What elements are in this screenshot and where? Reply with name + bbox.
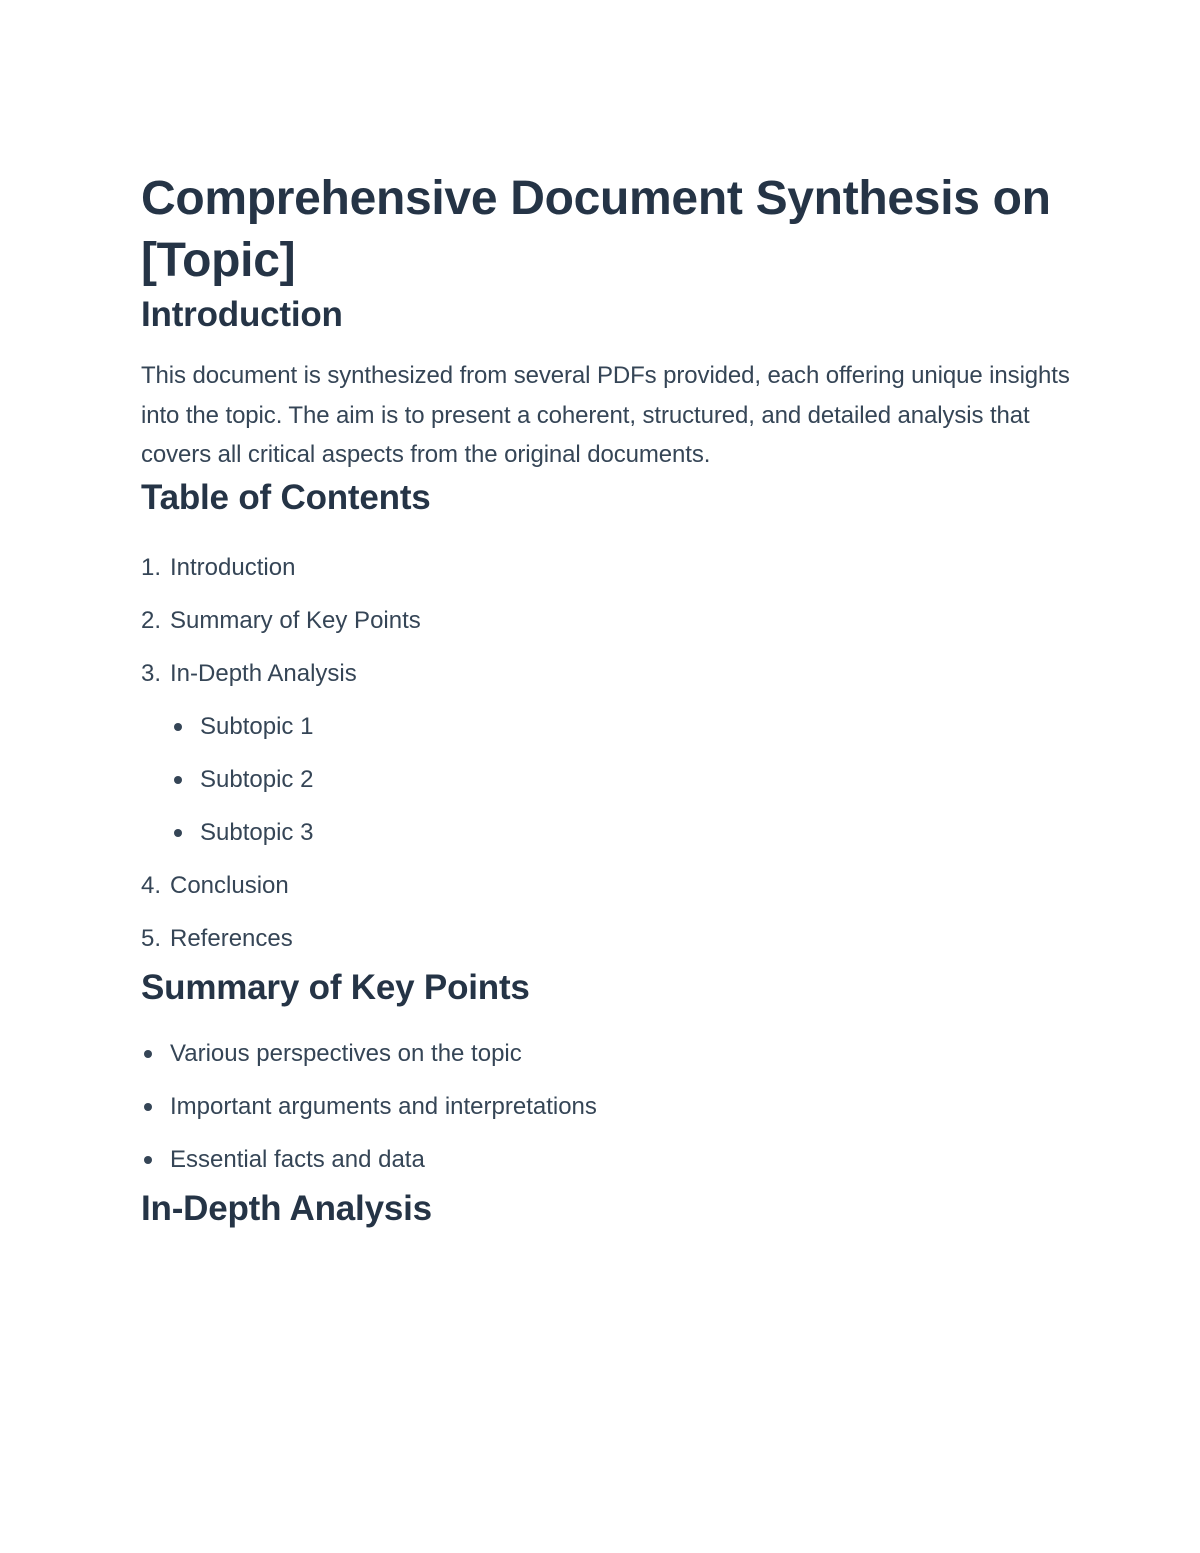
table-of-contents-heading: Table of Contents — [141, 477, 431, 517]
summary-item-label: Important arguments and interpretations — [170, 1092, 597, 1120]
summary-item — [141, 1080, 1071, 1133]
toc-item-number: 2. — [141, 606, 162, 634]
analysis-heading: In-Depth Analysis — [141, 1188, 432, 1228]
toc-item-references — [141, 912, 1071, 965]
toc-item-number: 1. — [141, 553, 162, 581]
bullet-icon — [174, 723, 182, 731]
toc-item-number: 5. — [141, 924, 162, 952]
document-title: Comprehensive Document Synthesis on [Topic] — [141, 172, 1051, 287]
bullet-icon — [174, 829, 182, 837]
toc-item-number: 4. — [141, 871, 162, 899]
introduction-heading: Introduction — [141, 295, 343, 334]
introduction-paragraph: This document is synthesized from several PDFs provided, each offering unique insights into the topic. The aim is to present a coherent, structured, and detailed analysis that covers all critical aspects from the original documents. — [141, 362, 1070, 468]
toc-sublist — [141, 700, 1071, 859]
toc-subitem-label: Subtopic 2 — [200, 765, 314, 793]
toc-item-label: References — [170, 924, 293, 952]
toc-item-label: Conclusion — [170, 871, 289, 899]
toc-item-label: In-Depth Analysis — [170, 659, 357, 687]
summary-item-label: Various perspectives on the topic — [170, 1039, 522, 1067]
toc-item-label: Introduction — [170, 553, 296, 581]
toc-subitem — [171, 700, 1071, 753]
bullet-icon — [174, 776, 182, 784]
document-content — [141, 168, 1071, 1232]
toc-item-label: Summary of Key Points — [170, 606, 421, 634]
bullet-icon — [144, 1103, 152, 1111]
summary-item — [141, 1133, 1071, 1186]
toc-item-summary — [141, 594, 1071, 647]
summary-heading: Summary of Key Points — [141, 967, 530, 1007]
toc-item-conclusion — [141, 859, 1071, 912]
summary-item — [141, 1027, 1071, 1080]
toc-subitem — [171, 753, 1071, 806]
bullet-icon — [144, 1050, 152, 1058]
toc-subitem-label: Subtopic 1 — [200, 712, 314, 740]
bullet-icon — [144, 1156, 152, 1164]
toc-item-number: 3. — [141, 659, 162, 687]
toc-item-introduction — [141, 541, 1071, 594]
summary-item-label: Essential facts and data — [170, 1145, 425, 1173]
toc-subitem — [171, 806, 1071, 859]
summary-list — [141, 1027, 1071, 1186]
toc-item-analysis — [141, 647, 1071, 859]
toc-subitem-label: Subtopic 3 — [200, 818, 314, 846]
table-of-contents-list — [141, 541, 1071, 965]
